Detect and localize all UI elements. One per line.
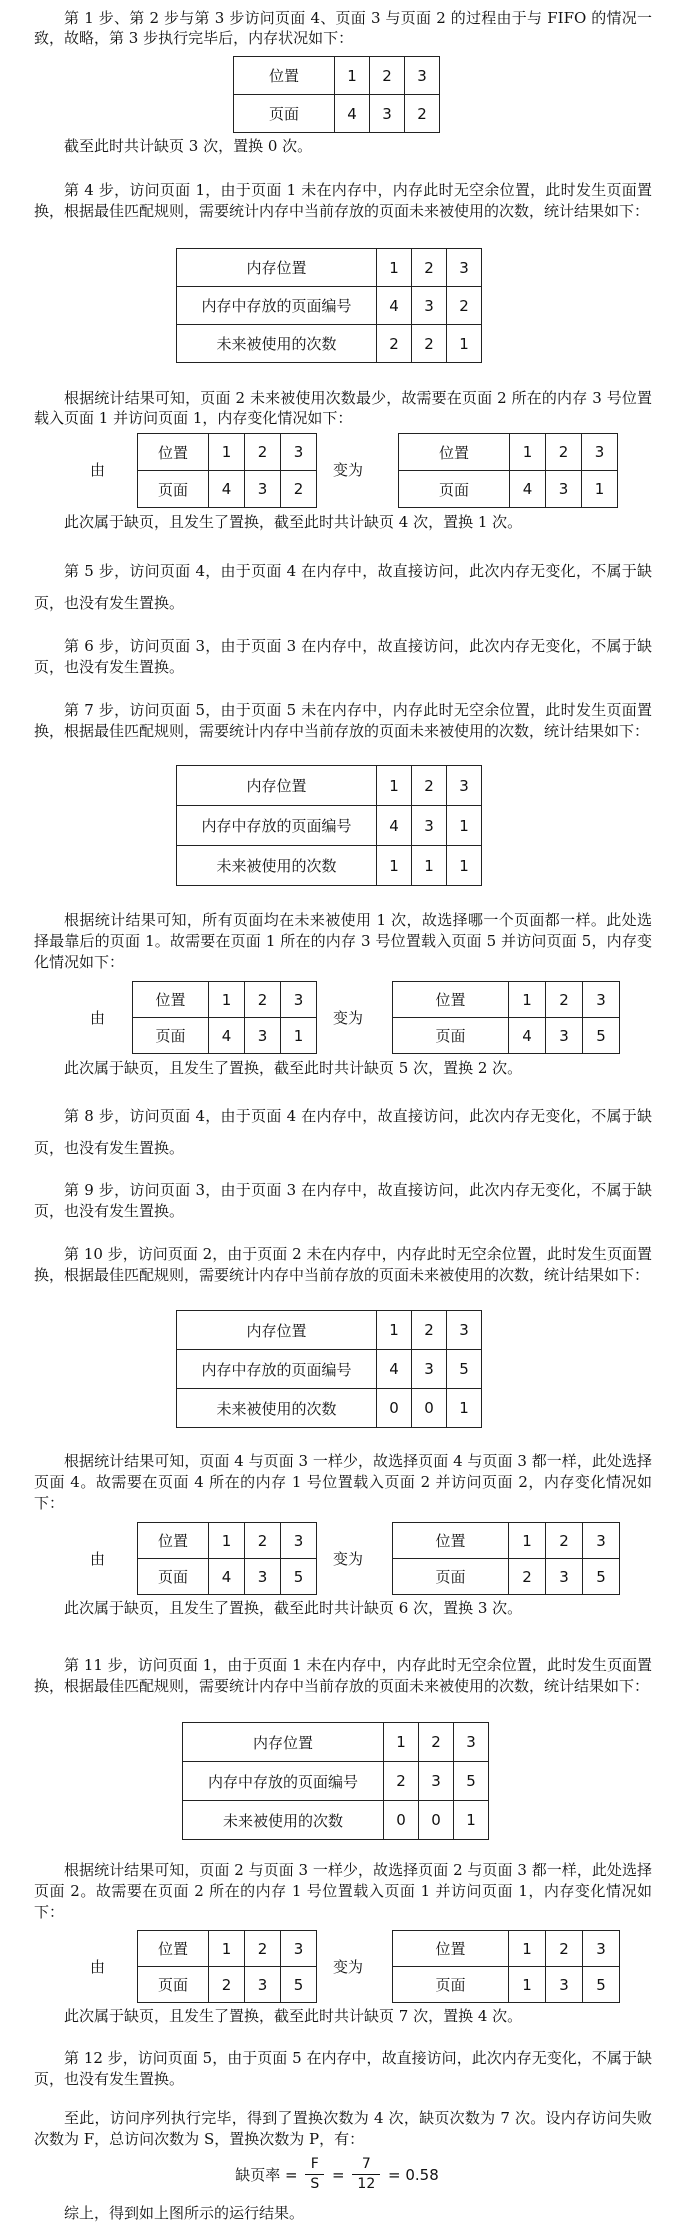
table-cell: 1	[209, 1931, 245, 1967]
table-row	[177, 846, 482, 886]
row-header-cell: 位置	[393, 982, 509, 1018]
table-row	[138, 471, 317, 508]
table-row	[183, 1762, 489, 1801]
table-cell: 2	[546, 1931, 583, 1967]
table-row	[393, 1018, 620, 1054]
table-row	[393, 1967, 620, 2003]
table-cell: 2	[245, 1931, 281, 1967]
table-cell: 1	[447, 846, 482, 886]
row-header-cell: 页面	[393, 1018, 509, 1054]
table-cell: 3	[546, 1967, 583, 2003]
table-cell: 3	[245, 1018, 281, 1054]
table-row	[393, 1523, 620, 1559]
table-cell: 3	[281, 982, 317, 1018]
row-header-cell: 页面	[399, 471, 510, 508]
table-cell: 4	[335, 95, 370, 133]
paragraph: 截至此时共计缺页 3 次，置换 0 次。	[64, 137, 313, 155]
fraction-denominator: S	[310, 2176, 320, 2192]
fraction-numerator: 7	[352, 2155, 380, 2175]
table-cell: 5	[583, 1018, 620, 1054]
table-cell: 2	[546, 434, 582, 471]
table-cell: 1	[209, 982, 245, 1018]
table-cell: 2	[209, 1967, 245, 2003]
table-cell: 2	[447, 287, 482, 325]
table-cell: 1	[509, 982, 546, 1018]
table-row	[183, 1723, 489, 1762]
row-header-cell: 内存位置	[177, 1311, 377, 1350]
table-cell: 2	[412, 766, 447, 806]
paragraph: 此次属于缺页，且发生了置换，截至此时共计缺页 4 次，置换 1 次。	[64, 513, 523, 531]
page-fault-rate-formula	[0, 2155, 674, 2194]
row-header-cell: 内存中存放的页面编号	[177, 287, 377, 325]
fraction-7-over-12	[352, 2155, 380, 2194]
row-header-cell: 页面	[133, 1018, 209, 1054]
row-header-cell: 位置	[138, 1523, 209, 1559]
row-header-cell: 位置	[138, 1931, 209, 1967]
table-cell: 4	[509, 1018, 546, 1054]
table-cell: 1	[209, 434, 245, 471]
table-cell: 1	[509, 1967, 546, 2003]
paragraph: 第 9 步，访问页面 3，由于页面 3 在内存中，故直接访问，此次内存无变化，不属于缺页，也没有发生置换。	[34, 1181, 652, 1220]
table-cell: 1	[447, 806, 482, 846]
paragraph: 根据统计结果可知，页面 2 与页面 3 一样少，故选择页面 2 与页面 3 都一样，此处选择页面 2。故需要在页面 2 所在的内存 1 号位置载入页面 1 并访问页面 1，内存变化情况如下：	[34, 1861, 652, 1921]
memory-before-table	[132, 981, 317, 1054]
to-label: 变为	[333, 1009, 364, 1027]
row-header-cell: 页面	[138, 1559, 209, 1595]
table-cell: 4	[209, 471, 245, 508]
table-cell: 2	[245, 434, 281, 471]
table-cell: 4	[209, 1018, 245, 1054]
table-cell: 1	[377, 1311, 412, 1350]
table-row	[133, 982, 317, 1018]
table-cell: 3	[245, 471, 281, 508]
table-row	[177, 1311, 482, 1350]
row-header-cell: 页面	[138, 1967, 209, 2003]
table-cell: 4	[510, 471, 546, 508]
future-usage-stat-table	[176, 248, 482, 363]
table-cell: 2	[412, 249, 447, 287]
table-cell: 2	[546, 982, 583, 1018]
table-cell: 3	[245, 1967, 281, 2003]
fraction-f-over-s	[305, 2155, 324, 2194]
table-cell: 4	[377, 287, 412, 325]
table-row	[133, 1018, 317, 1054]
table-cell: 5	[281, 1967, 317, 2003]
row-header-cell: 未来被使用的次数	[177, 1389, 377, 1428]
table-cell: 2	[412, 325, 447, 363]
memory-after-table	[398, 433, 618, 508]
table-cell: 1	[209, 1523, 245, 1559]
table-cell: 0	[419, 1801, 454, 1840]
table-row	[138, 1523, 317, 1559]
paragraph: 第 7 步，访问页面 5，由于页面 5 未在内存中，内存此时无空余位置，此时发生页面置换，根据最佳匹配规则，需要统计内存中当前存放的页面未来被使用的次数，统计结果如下：	[34, 701, 652, 740]
table-row	[393, 982, 620, 1018]
table-cell: 0	[377, 1389, 412, 1428]
row-header-cell: 内存中存放的页面编号	[177, 1350, 377, 1389]
table-row	[177, 325, 482, 363]
table-cell: 3	[412, 806, 447, 846]
table-cell: 1	[447, 325, 482, 363]
memory-before-table	[137, 433, 317, 508]
fraction-denominator: 12	[357, 2176, 376, 2192]
table-cell: 5	[447, 1350, 482, 1389]
row-header-cell: 内存中存放的页面编号	[183, 1762, 384, 1801]
row-header-cell: 内存位置	[177, 249, 377, 287]
future-usage-stat-table	[176, 765, 482, 886]
formula-equals: =	[388, 2165, 401, 2184]
table-cell: 1	[454, 1801, 489, 1840]
memory-change-row	[0, 1522, 674, 1594]
formula-result: 0.58	[405, 2165, 439, 2184]
table-cell: 0	[412, 1389, 447, 1428]
table-cell: 2	[412, 1311, 447, 1350]
memory-change-row	[0, 1930, 674, 2002]
table-cell: 2	[419, 1723, 454, 1762]
table-cell: 3	[447, 249, 482, 287]
from-label: 由	[90, 461, 106, 479]
table-cell: 3	[370, 95, 405, 133]
table-row	[234, 95, 440, 133]
table-cell: 1	[335, 57, 370, 95]
table-cell: 3	[546, 1018, 583, 1054]
table-cell: 3	[546, 1559, 583, 1595]
table-cell: 0	[384, 1801, 419, 1840]
table-cell: 1	[377, 766, 412, 806]
table-cell: 5	[454, 1762, 489, 1801]
table-cell: 5	[583, 1559, 620, 1595]
table-cell: 5	[583, 1967, 620, 2003]
row-header-cell: 位置	[138, 434, 209, 471]
memory-state-table	[233, 56, 440, 133]
row-header-cell: 内存位置	[177, 766, 377, 806]
formula-equals: =	[332, 2165, 345, 2184]
table-row	[393, 1931, 620, 1967]
row-header-cell: 位置	[393, 1523, 509, 1559]
row-header-cell: 位置	[133, 982, 209, 1018]
table-cell: 2	[384, 1762, 419, 1801]
row-header-cell: 内存中存放的页面编号	[177, 806, 377, 846]
memory-before-table	[137, 1930, 317, 2003]
table-cell: 2	[245, 982, 281, 1018]
paragraph: 第 11 步，访问页面 1，由于页面 1 未在内存中，内存此时无空余位置，此时发生页面置换，根据最佳匹配规则，需要统计内存中当前存放的页面未来被使用的次数，统计结果如下：	[34, 1656, 652, 1695]
table-cell: 2	[377, 325, 412, 363]
row-header-cell: 位置	[234, 57, 335, 95]
table-cell: 1	[377, 249, 412, 287]
table-cell: 1	[509, 1931, 546, 1967]
table-cell: 4	[377, 806, 412, 846]
table-cell: 5	[281, 1559, 317, 1595]
row-header-cell: 页面	[393, 1967, 509, 2003]
paragraph: 第 1 步、第 2 步与第 3 步访问页面 4、页面 3 与页面 2 的过程由于与 FIFO 的情况一致，故略，第 3 步执行完毕后，内存状况如下：	[34, 9, 652, 47]
table-cell: 1	[509, 1523, 546, 1559]
memory-before-table	[137, 1522, 317, 1595]
paragraph: 根据统计结果可知，页面 4 与页面 3 一样少，故选择页面 4 与页面 3 都一样，此处选择页面 4。故需要在页面 4 所在的内存 1 号位置载入页面 2 并访问页面 2，内存变化情况如下：	[34, 1452, 652, 1512]
paragraph: 此次属于缺页，且发生了置换，截至此时共计缺页 5 次，置换 2 次。	[64, 1059, 523, 1077]
memory-change-row	[0, 433, 674, 507]
table-cell: 2	[546, 1523, 583, 1559]
table-cell: 3	[447, 1311, 482, 1350]
future-usage-stat-table	[182, 1722, 489, 1840]
table-cell: 1	[510, 434, 546, 471]
row-header-cell: 未来被使用的次数	[183, 1801, 384, 1840]
to-label: 变为	[333, 461, 364, 479]
paragraph: 此次属于缺页，且发生了置换，截至此时共计缺页 7 次，置换 4 次。	[64, 2007, 523, 2025]
table-cell: 3	[405, 57, 440, 95]
row-header-cell: 位置	[399, 434, 510, 471]
table-cell: 3	[583, 982, 620, 1018]
table-cell: 2	[245, 1523, 281, 1559]
memory-after-table	[392, 1930, 620, 2003]
table-cell: 3	[412, 287, 447, 325]
to-label: 变为	[333, 1550, 364, 1568]
from-label: 由	[90, 1550, 106, 1568]
paragraph: 第 10 步，访问页面 2，由于页面 2 未在内存中，内存此时无空余位置，此时发生页面置换，根据最佳匹配规则，需要统计内存中当前存放的页面未来被使用的次数，统计结果如下：	[34, 1245, 652, 1284]
table-cell: 3	[281, 1931, 317, 1967]
from-label: 由	[90, 1958, 106, 1976]
row-header-cell: 未来被使用的次数	[177, 325, 377, 363]
table-cell: 3	[419, 1762, 454, 1801]
table-cell: 3	[281, 1523, 317, 1559]
row-header-cell: 位置	[393, 1931, 509, 1967]
paragraph: 根据统计结果可知，页面 2 未来被使用次数最少，故需要在页面 2 所在的内存 3 号位置载入页面 1 并访问页面 1，内存变化情况如下：	[34, 389, 652, 427]
table-cell: 3	[583, 1523, 620, 1559]
memory-after-table	[392, 981, 620, 1054]
table-cell: 1	[412, 846, 447, 886]
memory-change-row	[0, 981, 674, 1053]
row-header-cell: 内存位置	[183, 1723, 384, 1762]
table-row	[234, 57, 440, 95]
table-row	[177, 806, 482, 846]
table-cell: 4	[377, 1350, 412, 1389]
table-cell: 2	[509, 1559, 546, 1595]
table-row	[399, 434, 618, 471]
table-row	[177, 287, 482, 325]
formula-lhs: 缺页率	[235, 2166, 281, 2184]
table-cell: 3	[412, 1350, 447, 1389]
future-usage-stat-table	[176, 1310, 482, 1428]
table-cell: 3	[583, 1931, 620, 1967]
paragraph: 第 6 步，访问页面 3，由于页面 3 在内存中，故直接访问，此次内存无变化，不属于缺页，也没有发生置换。	[34, 637, 652, 676]
table-row	[138, 434, 317, 471]
table-cell: 3	[546, 471, 582, 508]
table-row	[177, 1350, 482, 1389]
row-header-cell: 页面	[234, 95, 335, 133]
table-cell: 3	[245, 1559, 281, 1595]
memory-after-table	[392, 1522, 620, 1595]
table-row	[177, 249, 482, 287]
table-row	[177, 1389, 482, 1428]
paragraph: 综上，得到如上图所示的运行结果。	[64, 2204, 305, 2222]
table-cell: 3	[582, 434, 618, 471]
paragraph: 此次属于缺页，且发生了置换，截至此时共计缺页 6 次，置换 3 次。	[64, 1599, 523, 1617]
fraction-numerator: F	[305, 2155, 324, 2175]
table-cell: 2	[281, 471, 317, 508]
table-row	[138, 1931, 317, 1967]
table-cell: 3	[454, 1723, 489, 1762]
table-cell: 3	[281, 434, 317, 471]
table-row	[138, 1967, 317, 2003]
table-cell: 1	[377, 846, 412, 886]
row-header-cell: 页面	[393, 1559, 509, 1595]
table-row	[399, 471, 618, 508]
table-cell: 1	[582, 471, 618, 508]
from-label: 由	[90, 1009, 106, 1027]
table-cell: 2	[370, 57, 405, 95]
formula-equals: =	[285, 2165, 298, 2184]
table-row	[183, 1801, 489, 1840]
to-label: 变为	[333, 1958, 364, 1976]
paragraph: 第 4 步，访问页面 1，由于页面 1 未在内存中，内存此时无空余位置，此时发生页面置换，根据最佳匹配规则，需要统计内存中当前存放的页面未来被使用的次数，统计结果如下：	[34, 181, 652, 220]
paragraph: 根据统计结果可知，所有页面均在未来被使用 1 次，故选择哪一个页面都一样。此处选择最靠后的页面 1。故需要在页面 1 所在的内存 3 号位置载入页面 5 并访问页面 5，内存变化情况如下：	[34, 911, 652, 971]
paragraph: 至此，访问序列执行完毕，得到了置换次数为 4 次，缺页次数为 7 次。设内存访问失败次数为 F，总访问次数为 S，置换次数为 P，有：	[34, 2109, 652, 2148]
table-cell: 2	[405, 95, 440, 133]
row-header-cell: 页面	[138, 471, 209, 508]
table-cell: 1	[281, 1018, 317, 1054]
row-header-cell: 未来被使用的次数	[177, 846, 377, 886]
table-cell: 4	[209, 1559, 245, 1595]
table-cell: 1	[384, 1723, 419, 1762]
table-row	[177, 766, 482, 806]
table-cell: 3	[447, 766, 482, 806]
paragraph: 第 12 步，访问页面 5，由于页面 5 在内存中，故直接访问，此次内存无变化，不属于缺页，也没有发生置换。	[34, 2049, 652, 2088]
paragraph: 第 8 步，访问页面 4，由于页面 4 在内存中，故直接访问，此次内存无变化，不属于缺页，也没有发生置换。	[34, 1107, 652, 1157]
table-row	[138, 1559, 317, 1595]
table-row	[393, 1559, 620, 1595]
paragraph: 第 5 步，访问页面 4，由于页面 4 在内存中，故直接访问，此次内存无变化，不属于缺页，也没有发生置换。	[34, 562, 652, 612]
table-cell: 1	[447, 1389, 482, 1428]
